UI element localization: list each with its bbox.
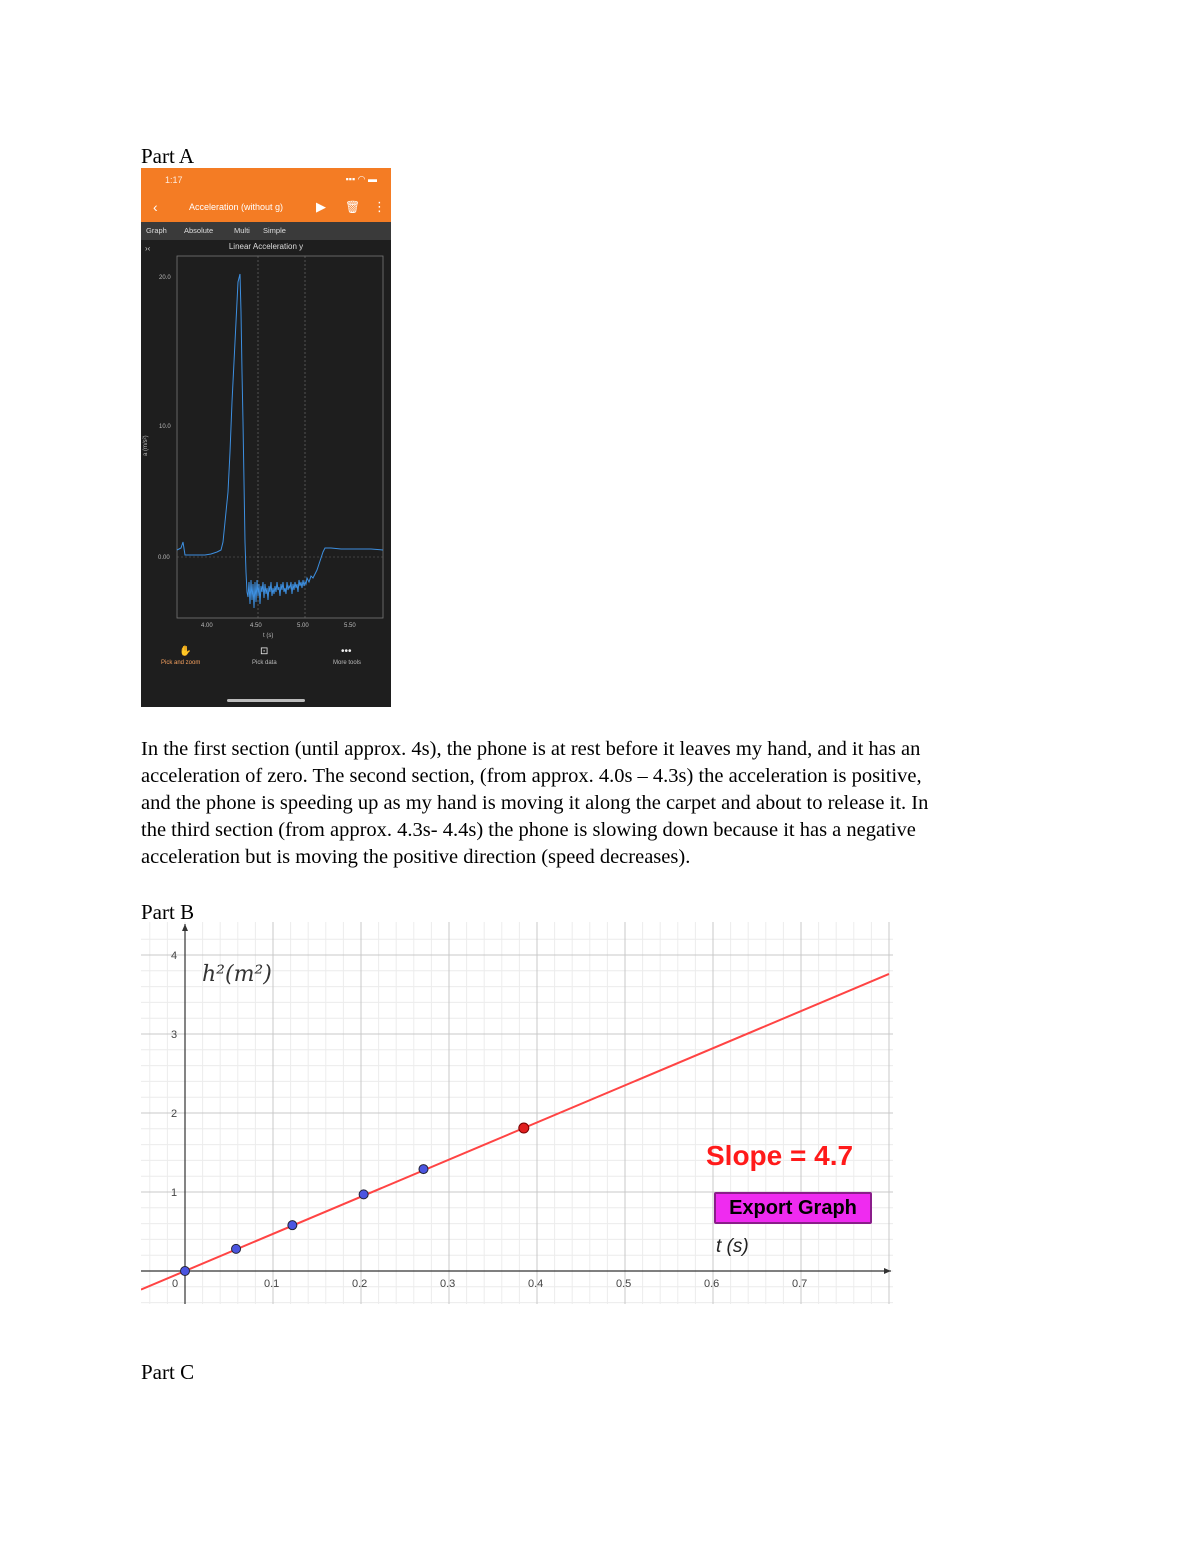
y-tick-label: 3: [171, 1029, 178, 1041]
slope-text: Slope = 4.7: [706, 1140, 854, 1171]
paragraph-line: In the first section (until approx. 4s), the phone is at rest before it leaves my hand, and it has an: [141, 738, 921, 760]
x-tick-4.00: 4.00: [201, 623, 213, 629]
y-axis-arrow: [182, 924, 188, 931]
paragraph-line: the third section (from approx. 4.3s- 4.4s) the phone is slowing down because it has a negative: [141, 819, 916, 841]
status-bar: [141, 168, 391, 194]
x-tick-label: 0.3: [440, 1278, 456, 1290]
y-axis-title: h²(m²): [202, 962, 272, 987]
part-c-heading: Part C: [141, 1360, 195, 1384]
pick-data-icon[interactable]: ⊡: [260, 646, 269, 657]
signal-wifi-battery-icon: ▪▪▪ ◠ ▬: [345, 174, 377, 184]
part-a-paragraph: [141, 736, 1061, 871]
tab-absolute[interactable]: Absolute: [184, 226, 214, 235]
collapse-icon[interactable]: ›‹: [145, 244, 151, 253]
x-axis-title: t (s): [716, 1236, 749, 1257]
more-tools-icon[interactable]: •••: [341, 646, 352, 657]
play-icon[interactable]: ▶: [316, 199, 326, 214]
fit-line: [141, 974, 889, 1290]
more-menu-icon[interactable]: ⋮: [373, 199, 386, 214]
x-tick-label: 0.7: [792, 1278, 808, 1290]
tab-multi[interactable]: Multi: [234, 226, 250, 235]
plot-title: Linear Acceleration y: [228, 242, 304, 251]
back-icon[interactable]: ‹: [153, 199, 158, 215]
data-point: [181, 1267, 190, 1276]
x-axis-arrow: [884, 1268, 891, 1274]
x-tick-5.00: 5.00: [297, 623, 309, 629]
x-tick-label: 0.6: [704, 1278, 720, 1290]
data-point: [232, 1244, 241, 1253]
pick-zoom-label[interactable]: Pick and zoom: [161, 660, 201, 666]
x-tick-label: 0.2: [352, 1278, 368, 1290]
phone-tabs: [141, 222, 391, 240]
y-tick-label: 2: [171, 1108, 178, 1120]
data-point: [359, 1190, 368, 1199]
part-a-heading: Part A: [141, 144, 195, 168]
phone-screenshot: [141, 168, 391, 707]
x-axis-label: t (s): [263, 633, 274, 639]
x-tick-label: 0.1: [264, 1278, 280, 1290]
data-point: [419, 1165, 428, 1174]
x-tick-label: 0.5: [616, 1278, 632, 1290]
x-tick-label: 0: [172, 1278, 179, 1290]
y-tick-20: 20.0: [159, 275, 171, 281]
pick-data-label[interactable]: Pick data: [252, 660, 277, 666]
x-tick-label: 0.4: [528, 1278, 544, 1290]
trash-icon[interactable]: 🗑: [345, 200, 361, 214]
tab-simple[interactable]: Simple: [263, 226, 286, 235]
paragraph-line: acceleration of zero. The second section, (from approx. 4.0s – 4.3s) the acceleration is positive,: [141, 765, 922, 787]
acceleration-plot: [141, 252, 391, 652]
data-point: [288, 1221, 297, 1230]
home-indicator: [227, 699, 305, 702]
export-graph-button[interactable]: Export Graph: [714, 1192, 872, 1224]
y-tick-0: 0.00: [158, 555, 170, 561]
paragraph-line: acceleration but is moving the positive direction (speed decreases).: [141, 846, 691, 868]
x-tick-5.50: 5.50: [344, 623, 356, 629]
y-tick-label: 4: [171, 950, 178, 962]
tab-graph[interactable]: Graph: [146, 226, 167, 235]
part-b-heading: Part B: [141, 900, 195, 924]
app-bar: [141, 194, 391, 222]
more-tools-label[interactable]: More tools: [333, 660, 362, 666]
y-axis-label: a (m/s²): [143, 435, 149, 456]
status-time: 1:17: [165, 175, 183, 185]
acceleration-trace: [177, 274, 383, 608]
pick-zoom-icon[interactable]: ✋: [179, 646, 192, 657]
x-tick-4.50: 4.50: [250, 623, 262, 629]
y-tick-label: 1: [171, 1187, 178, 1199]
paragraph-line: and the phone is speeding up as my hand is moving it along the carpet and about to release it. In: [141, 792, 929, 814]
experiment-title: Acceleration (without g): [189, 202, 284, 212]
y-tick-10: 10.0: [159, 424, 171, 430]
data-point: [519, 1123, 529, 1133]
